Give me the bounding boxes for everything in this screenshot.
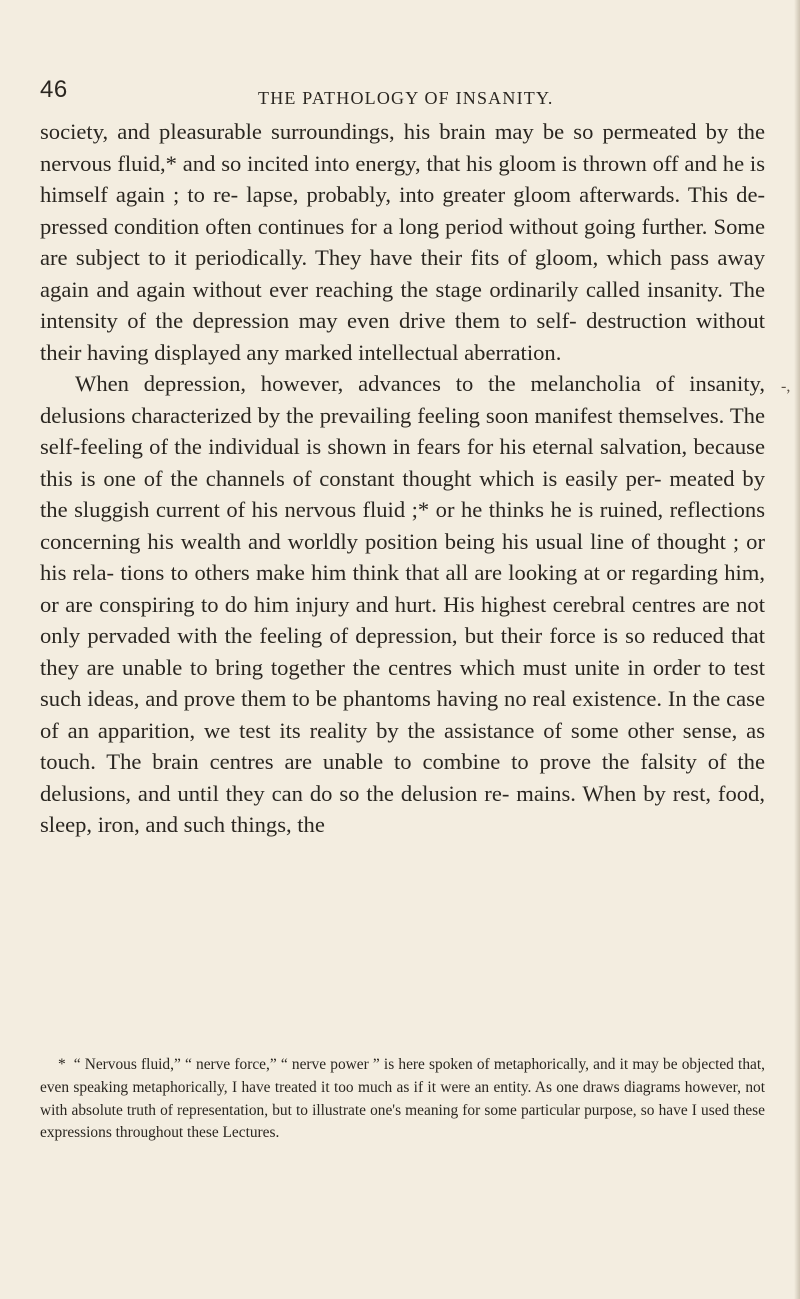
- paragraph-2: When depression, however, advances to the melancholia of insanity, delusions characterized by the prevailing feeling soon manifest themselves. The self-feeling of the individual is shown in fears for his eternal salvation, because this is one of the channels of constant thought which is easily per- meated by the sluggish current of his nervous fluid ;* or he thinks he is ruined, reflections concerning his wealth and worldly position being his usual line of thought ; or his rela- tions to others make him think that all are looking at or regarding him, or are conspiring to do him injury and hurt. His highest cerebral centres are not only pervaded with the feeling of depression, but their force is so reduced that they are unable to bring together the centres which must unite in order to test such ideas, and prove them to be phantoms having no real existence. In the case of an apparition, we test its reality by the assistance of some other sense, as touch. The brain centres are unable to combine to prove the falsity of the delusions, and until they can do so the delusion re- mains. When by rest, food, sleep, iron, and such things, the: [40, 371, 765, 837]
- body-text: [40, 116, 765, 841]
- page-edge-shadow: [794, 0, 800, 1299]
- footnote-text: “ Nervous fluid,” “ nerve force,” “ nerve power ” is here spoken of metaphorically, and it may be objected that, even speaking metaphorically, I have treated it too much as if it were an entity. As one draws diagrams however, not with absolute truth of representation, but to illustrate one's meaning for some particular purpose, so have I used these expressions throughout these Lectures.: [40, 1056, 765, 1142]
- page-number: 46: [40, 76, 68, 103]
- margin-mark: -,: [781, 378, 791, 395]
- footnote-marker: *: [58, 1056, 66, 1073]
- paragraph-1: society, and pleasurable surroundings, his brain may be so permeated by the nervous fluid,* and so incited into energy, that his gloom is thrown off and he is himself again ; to re- lapse, probably, into greater gloom afterwards. This de- pressed condition often continues for a long period without going further. Some are subject to it periodically. They have their fits of gloom, which pass away again and again without ever reaching the stage ordinarily called insanity. The intensity of the depression may even drive them to self- destruction without their having displayed any marked intellectual aberration.: [40, 119, 765, 365]
- footnote: [40, 1054, 765, 1145]
- running-head: THE PATHOLOGY OF INSANITY.: [258, 88, 554, 108]
